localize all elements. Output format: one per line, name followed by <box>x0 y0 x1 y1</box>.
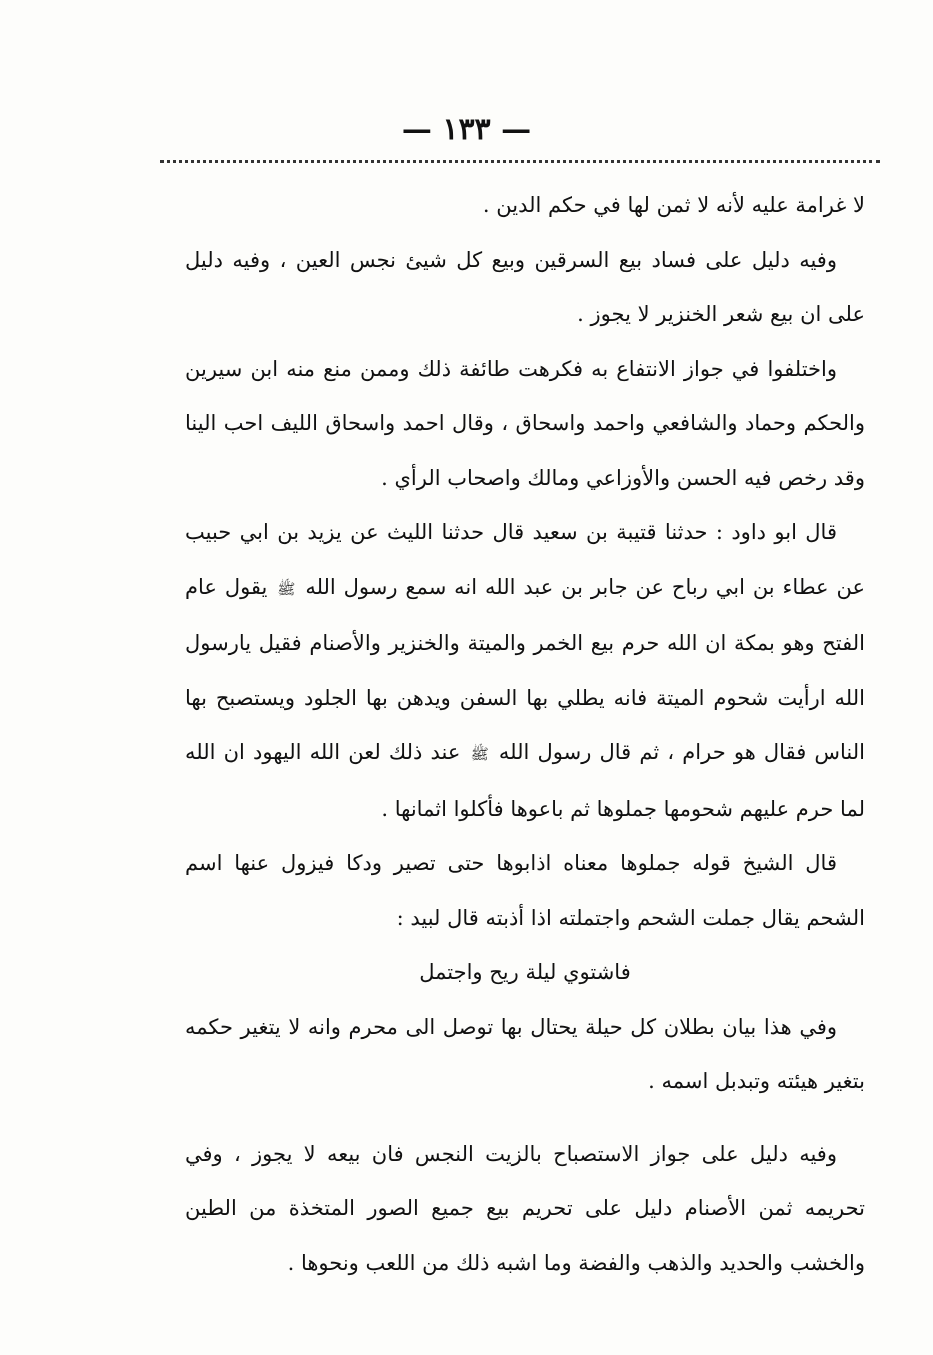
paragraph-4-part-2: يقول عام الفتح وهو بمكة ان الله حرم بيع الخمر والميتة والخنزير والأصنام فقيل يارسول الله ارأيت شحوم الميتة فانه يطلي بها السفن ويدهن بها الجلود ويستصبح بها الناس فقال هو حرام ، ثم قال رسول الله <box>185 574 866 764</box>
page-body <box>185 178 865 1290</box>
paragraph-4 <box>185 505 865 836</box>
poetry-verse: فاشتوي ليلة ريح واجتمل <box>419 960 631 984</box>
paragraph-7: وفيه دليل على جواز الاستصباح بالزيت النجس فان بيعه لا يجوز ، وفي تحريمه ثمن الأصنام دليل على تحريم بيع جميع الصور المتخذة من الطين والخشب والحديد والذهب والفضة وما اشبه ذلك من اللعب ونحوها . <box>185 1141 865 1275</box>
honorific-mark: ﷺ <box>470 745 489 763</box>
paragraph-2: وفيه دليل على فساد بيع السرقين وبيع كل شيئ نجس العين ، وفيه دليل على ان بيع شعر الخنزير لا يجوز . <box>185 247 865 326</box>
paragraph-1: لا غرامة عليه لأنه لا ثمن لها في حكم الدين . <box>482 193 865 217</box>
paragraph-5: قال الشيخ قوله جملوها معناه اذابوها حتى تصير ودكا فيزول عنها اسم الشحم يقال جملت الشحم واجتملته اذا أذبته قال لبيد : <box>185 851 865 930</box>
paragraph-6: وفي هذا بيان بطلان كل حيلة يحتال بها توصل الى محرم وانه لا يتغير حكمه بتغير هيئته وتبدبل اسمه . <box>185 1014 865 1093</box>
header-divider <box>160 160 880 163</box>
honorific-mark: ﷺ <box>277 579 296 598</box>
page-number: — ١٣٣ — <box>401 112 532 147</box>
paragraph-3: واختلفوا في جواز الانتفاع به فكرهت طائفة ذلك وممن منع منه ابن سيرين والحكم وحماد والشافعي واحمد واسحاق ، وقال احمد واسحاق الليف احب الينا وقد رخص فيه الحسن والأوزاعي ومالك واصحاب الرأي . <box>185 356 865 490</box>
paragraph-4-part-3: عند ذلك لعن الله اليهود ان الله لما حرم عليهم شحومها جملوها ثم باعوها فأكلوا اثمانها . <box>185 740 865 821</box>
paragraph-4-part-1: قال ابو داود : حدثنا قتيبة بن سعيد قال حدثنا الليث عن يزيد بن ابي حبيب عن عطاء بن ابي رباح عن جابر بن عبد الله انه سمع رسول الله <box>185 520 865 599</box>
